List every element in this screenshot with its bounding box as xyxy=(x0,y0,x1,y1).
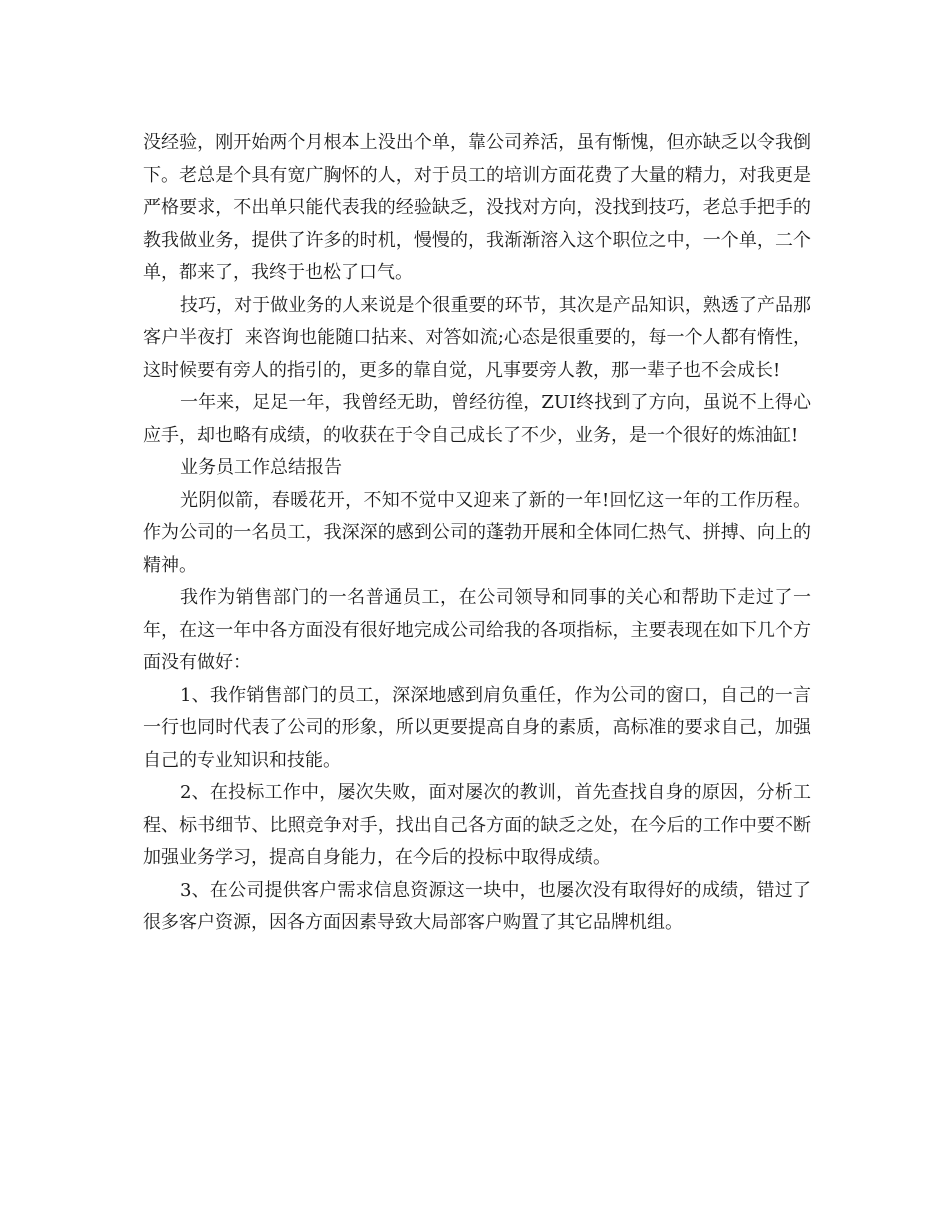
list-item-1: 1、我作销售部门的员工，深深地感到肩负重任，作为公司的窗口，自己的一言一行也同时代表了公司的形象，所以更要提高自身的素质，高标准的要求自己，加强自己的专业知识和技能。 xyxy=(143,684,811,771)
paragraph-6: 我作为销售部门的一名普通员工，在公司领导和同事的关心和帮助下走过了一年，在这一年中各方面没有很好地完成公司给我的各项指标，主要表现在如下几个方面没有做好： xyxy=(143,587,811,673)
paragraph-1: 没经验，刚开始两个月根本上没出个单，靠公司养活，虽有惭愧，但亦缺乏以令我倒下。老总是个具有宽广胸怀的人，对于员工的培训方面花费了大量的精力，对我更是严格要求，不出单只能代表我的经验缺乏，没找对方向，没找到技巧，老总手把手的教我做业务，提供了许多的时机，慢慢的，我渐渐溶入这个职位之中，一个单，二个单，都来了，我终于也松了口气。 xyxy=(143,132,811,283)
paragraph-2: 技巧，对于做业务的人来说是个很重要的环节，其次是产品知识，熟透了产品那客户半夜打 来咨询也能随口拈来、对答如流;心态是很重要的，每一个人都有惰性，这时候要有旁人的指引的，更多的靠自觉，凡事要旁人教，那一辈子也不会成长! xyxy=(143,294,811,381)
section-heading: 业务员工作总结报告 xyxy=(180,457,342,478)
paragraph-3: 一年来，足足一年，我曾经无助，曾经彷徨，ZUI终找到了方向，虽说不上得心应手，却也略有成绩，的收获在于令自己成长了不少，业务，是一个很好的炼油缸! xyxy=(143,392,811,446)
document-body xyxy=(143,127,811,940)
list-item-2: 2、在投标工作中，屡次失败，面对屡次的教训，首先查找自身的原因，分析工程、标书细节、比照竞争对手，找出自己各方面的缺乏之处，在今后的工作中要不断加强业务学习，提高自身能力，在今后的投标中取得成绩。 xyxy=(143,782,811,868)
paragraph-5: 光阴似箭，春暖花开，不知不觉中又迎来了新的一年!回忆这一年的工作历程。作为公司的一名员工，我深深的感到公司的蓬勃开展和全体同仁热气、拼搏、向上的精神。 xyxy=(143,489,811,576)
list-item-3: 3、在公司提供客户需求信息资源这一块中，也屡次没有取得好的成绩，错过了很多客户资源，因各方面因素导致大局部客户购置了其它品牌机组。 xyxy=(143,879,811,933)
